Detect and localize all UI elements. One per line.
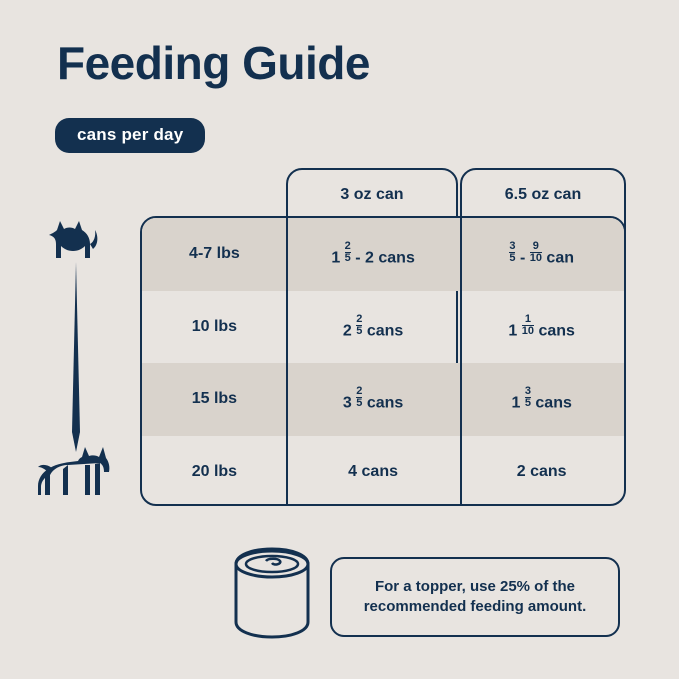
topper-note-line1: For a topper, use 25% of the — [374, 577, 576, 595]
cell-weight: 15 lbs — [191, 390, 238, 408]
column-header-3oz-label: 3 oz can — [340, 186, 404, 203]
cat-sitting-icon — [47, 218, 99, 260]
fraction — [522, 314, 534, 337]
value-whole: 1 — [331, 249, 341, 267]
fraction — [356, 314, 362, 337]
topper-note-line2: recommended feeding amount. — [363, 598, 587, 615]
range-dash: - — [519, 249, 526, 267]
feeding-table — [140, 168, 610, 506]
value-whole: 3 — [342, 394, 352, 412]
value-suffix: cans — [535, 394, 572, 412]
cat-walking-icon — [38, 443, 110, 503]
fraction-denominator: 5 — [344, 252, 351, 265]
table-row — [142, 436, 624, 507]
growth-line-decoration — [68, 262, 84, 452]
fraction-denominator: 10 — [521, 324, 535, 337]
fraction-numerator: 2 — [344, 240, 351, 253]
fraction — [345, 241, 351, 264]
cell-65oz — [459, 241, 624, 267]
cell-weight: 4-7 lbs — [189, 245, 240, 263]
table-row — [142, 363, 624, 436]
cell-weight: 10 lbs — [191, 317, 238, 335]
fraction-numerator: 9 — [532, 240, 539, 253]
table-body — [140, 216, 626, 506]
value-suffix: cans — [366, 321, 404, 339]
value-whole: 2 — [342, 321, 352, 339]
subtitle-badge: cans per day — [55, 118, 205, 153]
cell-65oz — [459, 386, 624, 412]
cell-3oz — [287, 314, 460, 340]
cell-weight: 20 lbs — [191, 462, 238, 480]
page-title: Feeding Guide — [57, 37, 370, 89]
topper-note-text — [364, 577, 587, 618]
fraction — [525, 386, 531, 409]
fraction-numerator: 2 — [356, 312, 363, 325]
fraction-numerator: 2 — [356, 385, 363, 398]
value-suffix: cans — [366, 394, 404, 412]
table-row — [142, 218, 624, 291]
column-header-65oz-label: 6.5 oz can — [504, 186, 582, 203]
fraction-numerator: 1 — [524, 312, 531, 325]
table-divider-1 — [286, 216, 288, 506]
fraction-denominator: 5 — [524, 397, 531, 410]
fraction — [530, 241, 542, 264]
fraction-numerator: 3 — [524, 385, 531, 398]
value-whole: 1 — [511, 394, 521, 412]
fraction-denominator: 10 — [529, 252, 542, 265]
value-suffix: - 2 cans — [355, 249, 415, 267]
fraction-denominator: 5 — [356, 324, 363, 337]
fraction — [356, 386, 362, 409]
topper-note — [330, 557, 620, 637]
table-divider-2 — [460, 216, 462, 506]
fraction-denominator: 5 — [356, 397, 363, 410]
value-suffix: cans — [538, 321, 575, 339]
fraction — [509, 241, 515, 264]
cell-65oz: 2 cans — [516, 462, 567, 480]
fraction-denominator: 5 — [509, 252, 516, 265]
cell-3oz — [287, 241, 460, 267]
fraction-numerator: 3 — [509, 240, 516, 253]
value-whole: 1 — [508, 321, 518, 339]
table-row — [142, 291, 624, 364]
cell-3oz — [287, 386, 460, 412]
cell-65oz — [459, 314, 624, 340]
pet-food-can-icon — [222, 546, 346, 644]
value-suffix: can — [546, 249, 574, 267]
cell-3oz: 4 cans — [348, 462, 398, 480]
